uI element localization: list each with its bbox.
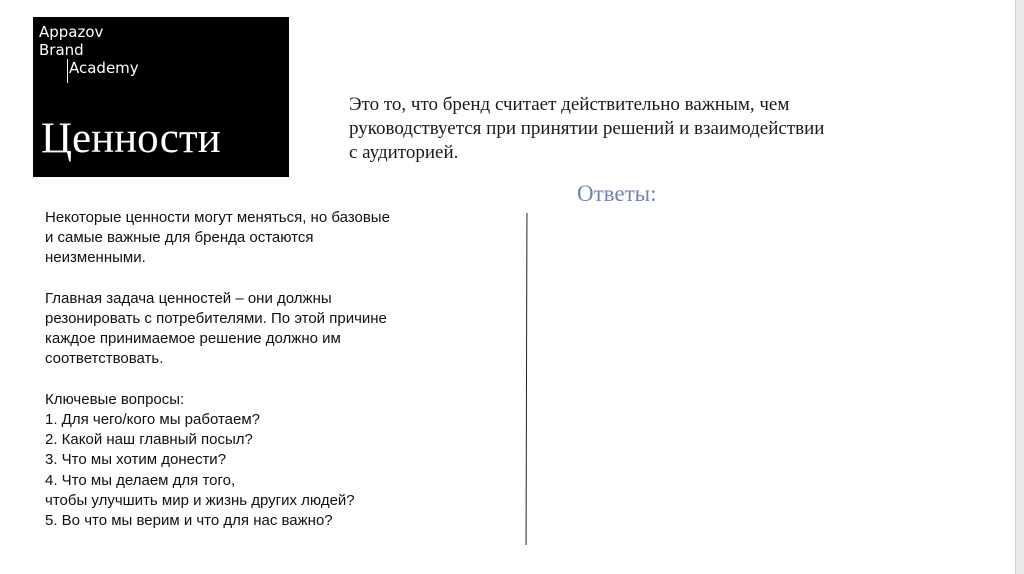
logo-line-1: Appazov	[39, 23, 104, 41]
logo-line-3-text: Academy	[69, 59, 139, 77]
question-item: 4. Что мы делаем для того,	[45, 471, 236, 489]
question-item: 1. Для чего/кого мы работаем?	[45, 411, 261, 428]
paragraph-key-questions	[45, 390, 515, 531]
logo-line-2: Brand	[39, 41, 84, 59]
definition-text	[349, 93, 949, 165]
brand-logo	[39, 23, 139, 77]
question-item-continuation: чтобы улучшить мир и жизнь других людей?	[45, 491, 355, 509]
paragraph-main-task	[45, 289, 515, 370]
question-item: 3. Что мы хотим донести?	[45, 451, 227, 469]
logo-line-3	[39, 59, 139, 77]
definition-line: Это то, что бренд считает действительно важным, чем	[349, 94, 790, 115]
definition-line: руководствуется при принятии решений и взаимодействии	[349, 118, 825, 139]
body-line: и самые важные для бренда остаются	[45, 229, 314, 247]
slide-frame-edge	[1015, 0, 1024, 574]
answers-label: Ответы:	[577, 181, 657, 206]
body-line: резонировать с потребителями. По этой причине	[45, 310, 387, 327]
body-line: неизменными.	[45, 249, 146, 267]
slide-title: Ценности	[41, 115, 221, 162]
body-line: соответствовать.	[45, 350, 164, 368]
body-line: Главная задача ценностей – они должны	[45, 289, 332, 307]
body-line: каждое принимаемое решение должно им	[45, 330, 341, 348]
definition-line: с аудиторией.	[349, 142, 459, 163]
vertical-divider	[526, 213, 528, 545]
question-item: 5. Во что мы верим и что для нас важно?	[45, 512, 333, 530]
body-text	[45, 208, 515, 531]
key-questions-heading: Ключевые вопросы:	[45, 390, 185, 408]
logo-divider	[67, 59, 68, 83]
body-line: Некоторые ценности могут меняться, но базовые	[45, 209, 390, 226]
title-block	[33, 17, 289, 177]
question-item: 2. Какой наш главный посыл?	[45, 431, 253, 449]
paragraph-values-change	[45, 208, 515, 269]
